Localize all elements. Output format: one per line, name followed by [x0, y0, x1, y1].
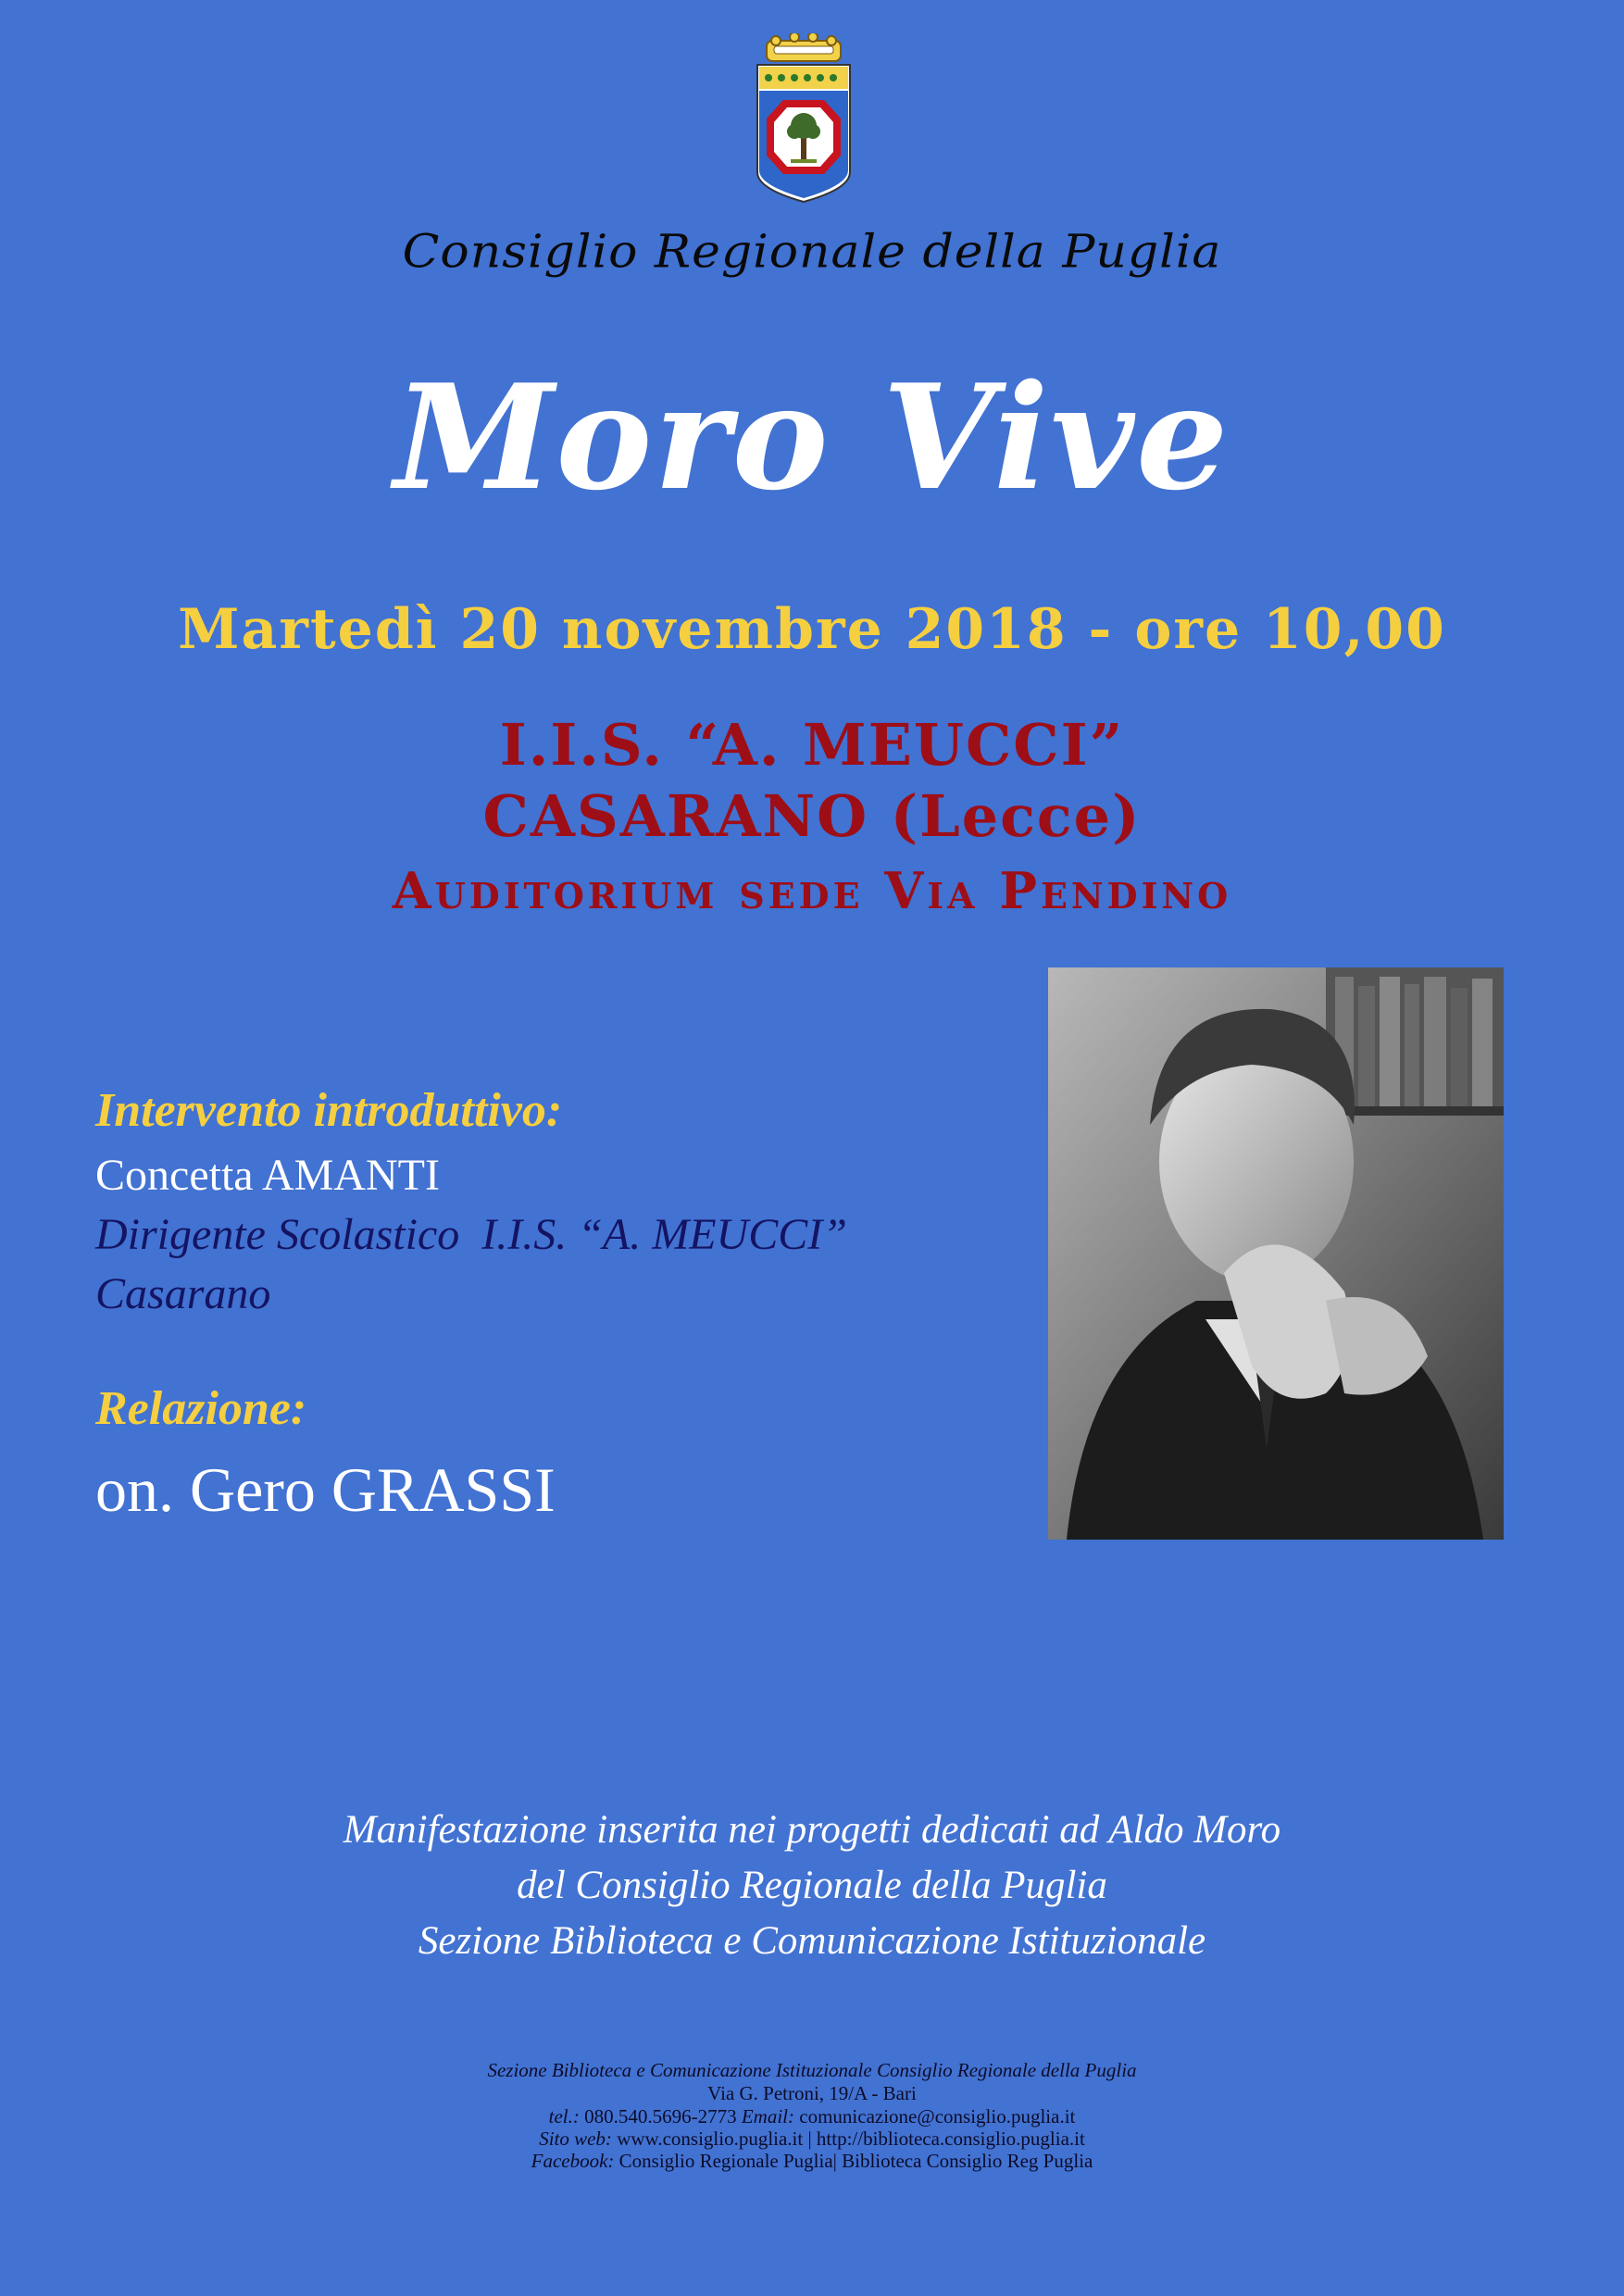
- contact-address: Via G. Petroni, 19/A - Bari: [707, 2082, 917, 2104]
- statement-line-3: Sezione Biblioteca e Comunicazione Istituzionale: [418, 1919, 1206, 1963]
- venue-room: Auditorium sede Via Pendino: [392, 861, 1232, 920]
- event-title: Moro Vive: [394, 353, 1230, 522]
- phone-value: 080.540.5696-2773: [584, 2105, 737, 2128]
- portrait-photo: [1048, 967, 1504, 1540]
- contact-organization: Sezione Biblioteca e Comunicazione Istituzionale Consiglio Regionale della Puglia: [487, 2059, 1137, 2081]
- contact-facebook: [0, 2152, 1624, 2171]
- statement-line-1: Manifestazione inserita nei progetti dedicati ad Aldo Moro: [343, 1808, 1281, 1852]
- council-name: Consiglio Regionale della Puglia: [402, 225, 1222, 279]
- intro-label: Intervento introduttivo:: [95, 1084, 563, 1137]
- facebook-label: Facebook:: [531, 2150, 615, 2172]
- coat-of-arms-icon: [748, 33, 859, 209]
- intro-speaker-role: Dirigente Scolastico I.I.S. “A. MEUCCI”: [95, 1210, 847, 1259]
- statement-line-2: del Consiglio Regionale della Puglia: [517, 1864, 1107, 1907]
- venue-city: CASARANO (Lecce): [482, 782, 1142, 850]
- report-speaker-name: on. Gero GRASSI: [95, 1454, 556, 1525]
- contact-websites: [0, 2129, 1624, 2149]
- email-label: Email:: [741, 2105, 795, 2128]
- report-label: Relazione:: [95, 1382, 307, 1435]
- website-value: www.consiglio.puglia.it | http://biblioteca.consiglio.puglia.it: [617, 2128, 1085, 2150]
- email-value: comunicazione@consiglio.puglia.it: [799, 2105, 1076, 2128]
- phone-label: tel.:: [548, 2105, 580, 2128]
- website-label: Sito web:: [539, 2128, 612, 2150]
- event-date-time: Martedì 20 novembre 2018 - ore 10,00: [178, 597, 1446, 662]
- facebook-value: Consiglio Regionale Puglia| Biblioteca Consiglio Reg Puglia: [618, 2150, 1093, 2172]
- contact-phone-email: [0, 2107, 1624, 2127]
- intro-speaker-place: Casarano: [95, 1269, 271, 1318]
- intro-speaker-name: Concetta AMANTI: [95, 1151, 440, 1200]
- venue-school: I.I.S. “A. MEUCCI”: [499, 711, 1125, 779]
